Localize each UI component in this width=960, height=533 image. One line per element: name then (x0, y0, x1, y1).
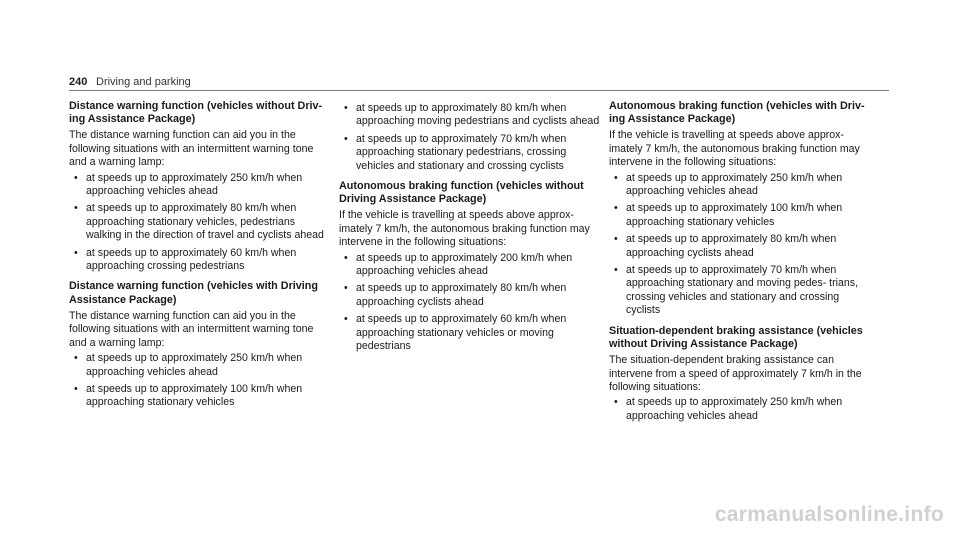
list-item-text: at speeds up to approximately 80 km/h when approaching moving pedestrians and cyclists ahead (356, 102, 600, 128)
section-title: Driving and parking (96, 76, 191, 88)
list-item-text: at speeds up to approximately 100 km/h when approaching stationary vehicles (86, 382, 303, 409)
bullet-marker: • (74, 352, 78, 365)
list-item (609, 172, 872, 199)
bullet-marker: • (614, 171, 618, 184)
list-item-text: at speeds up to approximately 250 km/h when approaching vehicles ahead (626, 171, 843, 198)
bullet-marker: • (344, 282, 348, 295)
text-column-3 (609, 100, 872, 427)
bullet-list (609, 172, 872, 318)
text-column-2 (339, 100, 602, 358)
bullet-marker: • (344, 251, 348, 264)
list-item (609, 233, 872, 260)
bullet-marker: • (614, 233, 618, 246)
list-item-text: at speeds up to approximately 60 km/h when approaching crossing pedestrians (86, 246, 297, 273)
bullet-list (339, 252, 602, 354)
list-item-text: at speeds up to approximately 80 km/h when approaching stationary vehicles, pedestrians walking in the direction of travel and cyclists ahead (86, 202, 324, 242)
list-item-text: at speeds up to approximately 70 km/h when approaching stationary pedestrians, crossing vehicles and stationary and crossing cyclists (356, 132, 567, 172)
bullet-marker: • (344, 102, 348, 114)
text-column-1 (69, 100, 331, 414)
list-item (69, 352, 331, 379)
bullet-marker: • (74, 202, 78, 215)
bullet-list (609, 396, 872, 423)
list-item (609, 202, 872, 229)
watermark: carmanualsonline.info (714, 503, 944, 526)
bullet-marker: • (614, 202, 618, 215)
list-item (339, 252, 602, 279)
list-item-text: at speeds up to approximately 100 km/h when approaching stationary vehicles (626, 202, 843, 228)
list-item-text: at speeds up to approximately 250 km/h when approaching vehicles ahead (626, 396, 843, 422)
bullet-marker: • (614, 396, 618, 409)
section-paragraph: If the vehicle is travelling at speeds above approx- imately 7 km/h, the autonomous braking function may intervene in the following situations: (609, 129, 860, 169)
list-item (339, 282, 602, 309)
page-number: 240 (69, 76, 88, 88)
section-heading: Autonomous braking function (vehicles without Driving Assistance Package) (339, 180, 584, 206)
bullet-marker: • (74, 382, 78, 395)
section-paragraph: If the vehicle is travelling at speeds above approx- imately 7 km/h, the autonomous braking function may intervene in the following situations: (339, 209, 590, 249)
list-item-text: at speeds up to approximately 250 km/h when approaching vehicles ahead (86, 352, 303, 378)
list-item (69, 383, 331, 410)
list-item (69, 202, 331, 242)
bullet-marker: • (614, 264, 618, 277)
bullet-marker: • (74, 246, 78, 259)
section-heading: Situation-dependent braking assistance (vehicles without Driving Assistance Package) (609, 324, 863, 350)
section-paragraph: The situation-dependent braking assistance can intervene from a speed of approximately 7 km/h in the following situations: (609, 354, 862, 393)
section-paragraph: The distance warning function can aid you in the following situations with an intermittent warning tone and a warning lamp: (69, 309, 314, 349)
list-item-text: at speeds up to approximately 80 km/h when approaching cyclists ahead (626, 233, 837, 259)
list-item (609, 396, 872, 423)
page-header (69, 76, 889, 91)
list-item (69, 247, 331, 274)
bullet-list (69, 172, 331, 274)
list-item (609, 264, 872, 318)
list-item (339, 313, 602, 353)
list-item-text: at speeds up to approximately 200 km/h when approaching vehicles ahead (356, 251, 573, 278)
section-heading: Distance warning function (vehicles without Driv- ing Assistance Package) (69, 100, 323, 126)
list-item (339, 133, 602, 173)
bullet-marker: • (344, 313, 348, 326)
list-item (339, 102, 602, 129)
section-heading: Autonomous braking function (vehicles with Driv- ing Assistance Package) (609, 100, 865, 126)
list-item (69, 172, 331, 199)
bullet-marker: • (74, 171, 78, 184)
list-item-text: at speeds up to approximately 250 km/h when approaching vehicles ahead (86, 171, 303, 198)
bullet-marker: • (344, 132, 348, 145)
bullet-list (69, 352, 331, 410)
section-paragraph: The distance warning function can aid you in the following situations with an intermittent warning tone and a warning lamp: (69, 129, 314, 169)
section-heading: Distance warning function (vehicles with Driving Assistance Package) (69, 280, 318, 306)
bullet-list (339, 102, 602, 173)
list-item-text: at speeds up to approximately 60 km/h when approaching stationary vehicles or moving pedestrians (356, 313, 567, 353)
list-item-text: at speeds up to approximately 80 km/h when approaching cyclists ahead (356, 282, 567, 308)
list-item-text: at speeds up to approximately 70 km/h when approaching stationary and moving pedes- trians, crossing vehicles and stationary and crossing cyclists (626, 264, 859, 317)
